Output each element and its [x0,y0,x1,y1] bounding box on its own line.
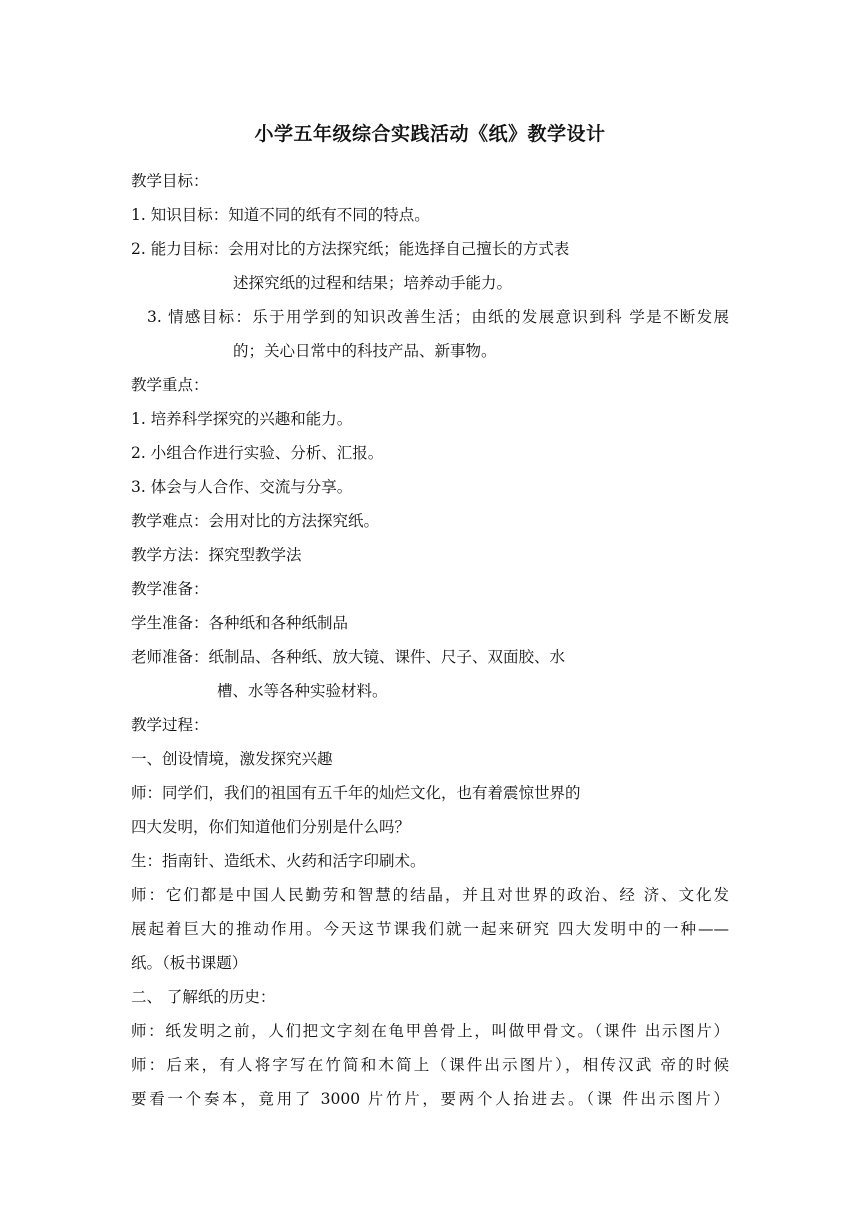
document-title: 小学五年级综合实践活动《纸》教学设计 [254,123,606,145]
text-line: 教学准备： [131,580,209,598]
text-line: 一、创设情境，激发探究兴趣 [131,750,333,768]
text-line: 师：同学们，我们的祖国有五千年的灿烂文化，也有着震惊世界的 [131,784,581,802]
text-line: 纸。（板书课题） [131,954,248,972]
text-line: 师：它们都是中国人民勤劳和智慧的结晶，并且对世界的政治、经 济、文化发 [131,886,729,904]
text-line: 2. 能力目标：会用对比的方法探究纸；能选择自己擅长的方式表 [131,240,570,258]
text-line: 师：纸发明之前，人们把文字刻在龟甲兽骨上，叫做甲骨文。（课件 出示图片） [131,1022,729,1040]
text-line: 3. 体会与人合作、交流与分享。 [131,478,353,496]
text-line: 学生准备：各种纸和各种纸制品 [131,614,349,632]
text-line: 教学方法：探究型教学法 [131,546,302,564]
text-line: 展起着巨大的推动作用。今天这节课我们就一起来研究 四大发明中的一种—— [131,920,729,938]
text-line: 师：后来，有人将字写在竹简和木简上（课件出示图片），相传汉武 帝的时候 [131,1056,729,1074]
text-line: 的；关心日常中的科技产品、新事物。 [233,342,497,360]
text-line: 2. 小组合作进行实验、分析、汇报。 [131,444,384,462]
text-line: 教学重点： [131,376,209,394]
text-line: 要看一个奏本，竟用了 3000 片竹片，要两个人抬进去。（课 件出示图片） [131,1090,729,1108]
text-line: 述探究纸的过程和结果；培养动手能力。 [233,274,513,292]
text-line: 1. 培养科学探究的兴趣和能力。 [131,410,353,428]
text-line: 槽、水等各种实验材料。 [217,682,388,700]
text-line: 1. 知识目标：知道不同的纸有不同的特点。 [131,206,430,224]
text-line: 生：指南针、造纸术、火药和活字印刷术。 [131,852,426,870]
text-line: 3. 情感目标：乐于用学到的知识改善生活；由纸的发展意识到科 学是不断发展 [147,308,729,326]
text-line: 二、 了解纸的历史： [131,988,276,1006]
text-line: 教学过程： [131,716,209,734]
text-line: 教学目标： [131,172,209,190]
text-line: 老师准备：纸制品、各种纸、放大镜、课件、尺子、双面胶、水 [131,648,566,666]
text-line: 四大发明，你们知道他们分别是什么吗？ [131,818,411,836]
text-line: 教学难点：会用对比的方法探究纸。 [131,512,380,530]
